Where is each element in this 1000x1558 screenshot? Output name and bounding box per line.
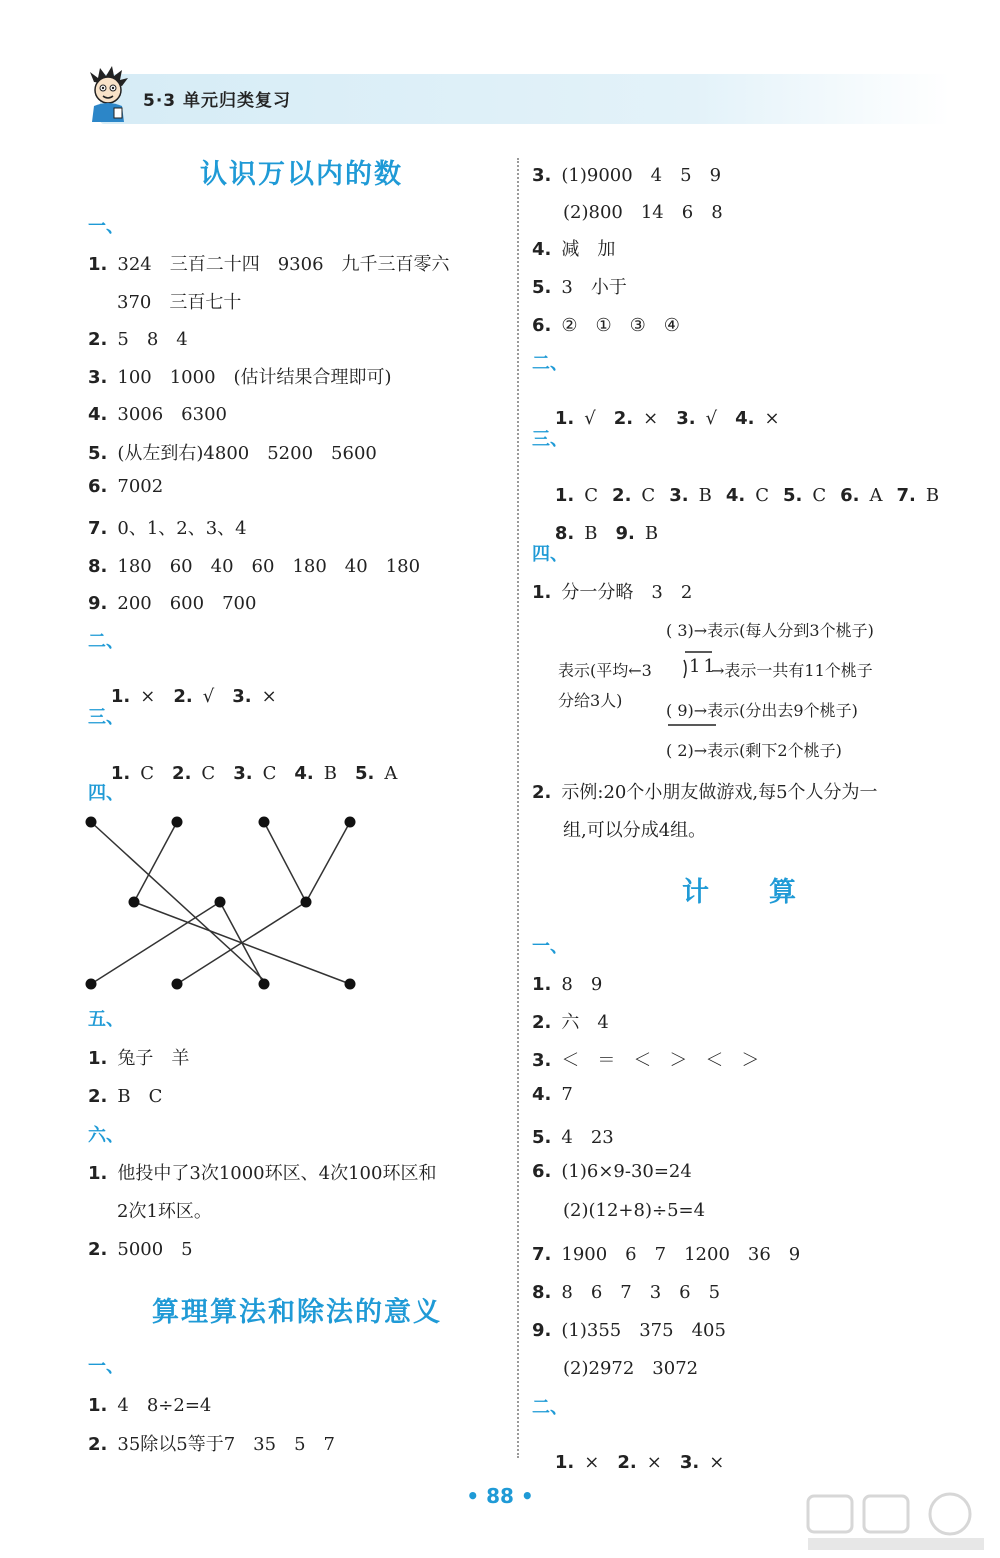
answer-line: 1. C 2. C 3. C 4. B 5. A bbox=[110, 763, 398, 784]
answer-line-continued: (2)(12+8)÷5=4 bbox=[563, 1200, 706, 1221]
division-bracket-lines bbox=[558, 612, 958, 772]
answer-line: 9. (1)355 375 405 bbox=[532, 1320, 726, 1341]
section-title-numbers: 认识万以内的数 bbox=[200, 159, 403, 190]
answer-line: 1. 分一分略 3 2 bbox=[532, 582, 693, 603]
answer-line: 2. 5000 5 bbox=[88, 1239, 193, 1260]
group-heading: 二、 bbox=[532, 1397, 568, 1418]
answer-line: 4. 7 bbox=[532, 1084, 573, 1105]
answer-line: 1. 8 9 bbox=[532, 974, 603, 995]
group-heading: 二、 bbox=[88, 631, 124, 652]
answer-line-continued: (2)800 14 6 8 bbox=[563, 202, 723, 223]
answer-line: 2. 35除以5等于7 35 5 7 bbox=[88, 1434, 335, 1455]
remainder-label: ( 2)→表示(剩下2个桃子) bbox=[666, 741, 842, 760]
dividend-note: →表示一共有11个桃子 bbox=[711, 661, 873, 680]
answer-line: 4. 3006 6300 bbox=[88, 404, 227, 425]
answer-line-continued: 组,可以分成4组。 bbox=[563, 820, 707, 841]
page-number: • 88 • bbox=[466, 1484, 534, 1508]
group-heading: 三、 bbox=[532, 429, 568, 450]
product-label: ( 9)→表示(分出去9个桃子) bbox=[666, 701, 858, 720]
matching-lines-diagram bbox=[80, 810, 370, 995]
answer-line: 7. 1900 6 7 1200 36 9 bbox=[532, 1244, 801, 1265]
answer-line: 2. 5 8 4 bbox=[88, 329, 188, 350]
answer-line: 6. 7002 bbox=[88, 476, 164, 497]
long-division-diagram bbox=[558, 612, 958, 772]
answer-line: 3. (1)9000 4 5 9 bbox=[532, 165, 722, 186]
answer-line-continued: 2次1环区。 bbox=[117, 1201, 212, 1222]
group-heading: 四、 bbox=[532, 544, 568, 565]
answer-line: 1. 4 8÷2=4 bbox=[88, 1395, 212, 1416]
watermark-logo-icon bbox=[800, 1490, 990, 1554]
answer-line-continued: (2)2972 3072 bbox=[563, 1358, 699, 1379]
group-heading: 一、 bbox=[88, 1356, 124, 1377]
group-heading: 六、 bbox=[88, 1125, 124, 1146]
answer-line: 9. 200 600 700 bbox=[88, 593, 257, 614]
answer-line: 3. ＜ ＝ ＜ ＞ ＜ ＞ bbox=[532, 1050, 760, 1071]
answer-line: 2. 示例:20个小朋友做游戏,每5个人分为一 bbox=[532, 782, 878, 803]
divisor-label-continued: 分给3人) bbox=[558, 691, 623, 710]
answer-line: 6. (1)6×9-30=24 bbox=[532, 1161, 692, 1182]
quotient-label: ( 3)→表示(每人分到3个桃子) bbox=[666, 621, 874, 640]
answer-line: 1. × 2. √ 3. × bbox=[110, 686, 277, 707]
answer-line: 1. × 2. × 3. × bbox=[554, 1452, 725, 1473]
answer-line: 1. C 2. C 3. B 4. C 5. C 6. A 7. B bbox=[554, 485, 940, 506]
group-heading: 四、 bbox=[88, 783, 124, 804]
section-title-division: 算理算法和除法的意义 bbox=[152, 1297, 442, 1328]
answer-line: 8. 8 6 7 3 6 5 bbox=[532, 1282, 721, 1303]
divisor-label: 表示(平均←3 bbox=[558, 661, 652, 680]
dividend: 11 bbox=[689, 656, 718, 677]
answer-line-continued: 370 三百七十 bbox=[117, 292, 242, 313]
section-title-calculation: 计 算 bbox=[682, 877, 798, 908]
header-title: 5·3 单元归类复习 bbox=[143, 91, 292, 111]
answer-line: 8. B 9. B bbox=[554, 523, 659, 544]
answer-line: 1. √ 2. × 3. √ 4. × bbox=[554, 408, 780, 429]
answer-line: 4. 减 加 bbox=[532, 239, 616, 260]
answer-line: 2. B C bbox=[88, 1086, 163, 1107]
group-heading: 三、 bbox=[88, 707, 124, 728]
group-heading: 一、 bbox=[88, 216, 124, 237]
answer-line: 5. (从左到右)4800 5200 5600 bbox=[88, 443, 377, 464]
answer-line: 5. 3 小于 bbox=[532, 277, 627, 298]
answer-line: 2. 六 4 bbox=[532, 1012, 609, 1033]
mascot-boy-icon bbox=[84, 66, 132, 122]
answer-line: 8. 180 60 40 60 180 40 180 bbox=[88, 556, 421, 577]
answer-line: 3. 100 1000 (估计结果合理即可) bbox=[88, 367, 392, 388]
column-divider bbox=[517, 158, 519, 1458]
group-heading: 五、 bbox=[88, 1009, 124, 1030]
answer-line: 6. ② ① ③ ④ bbox=[532, 315, 680, 336]
group-heading: 一、 bbox=[532, 936, 568, 957]
answer-line: 1. 他投中了3次1000环区、4次100环区和 bbox=[88, 1163, 437, 1184]
answer-line: 7. 0、1、2、3、4 bbox=[88, 518, 247, 539]
group-heading: 二、 bbox=[532, 353, 568, 374]
answer-line: 5. 4 23 bbox=[532, 1127, 614, 1148]
answer-line: 1. 兔子 羊 bbox=[88, 1048, 190, 1069]
answer-line: 1. 324 三百二十四 9306 九千三百零六 bbox=[88, 254, 450, 275]
